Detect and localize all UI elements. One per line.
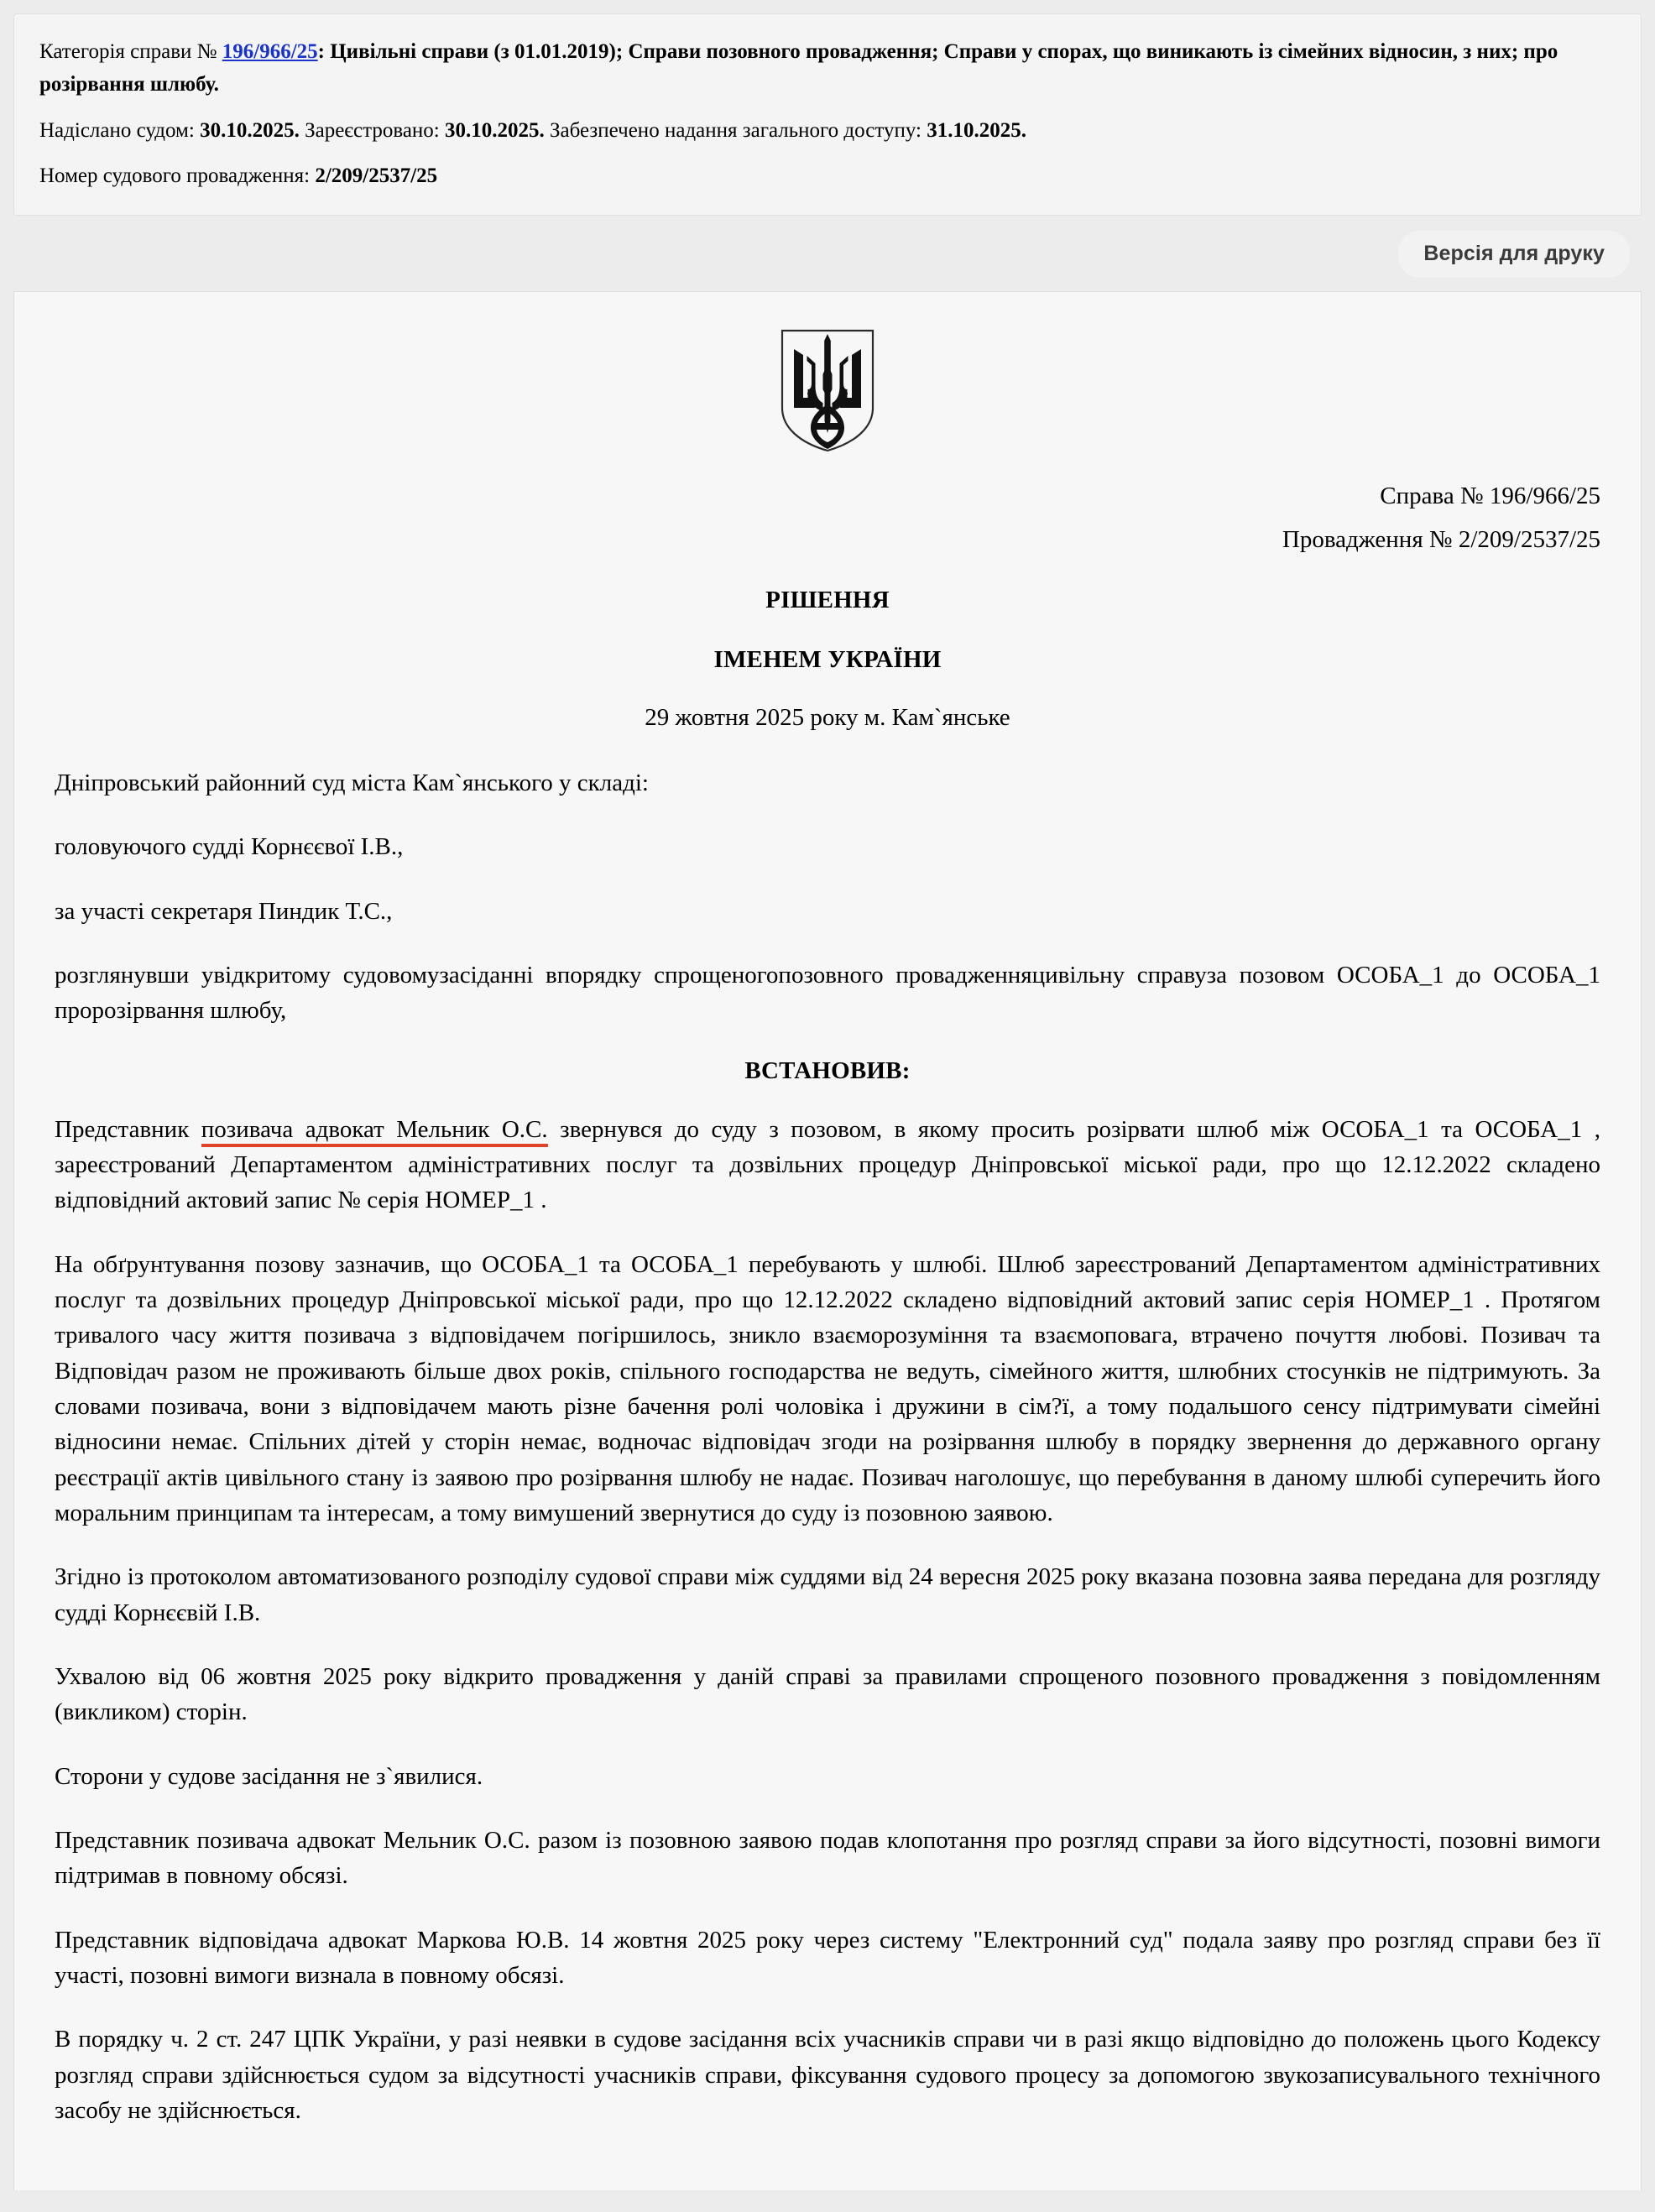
document-proceeding-number: Провадження № 2/209/2537/25	[1282, 525, 1600, 553]
paragraph-claim-prefix: Представник	[55, 1115, 201, 1143]
document-title: РІШЕННЯ	[765, 587, 890, 613]
case-category-description: : Цивільні справи (з 01.01.2019); Справи позовного провадження; Справи у спорах, що виникають із сімейних відносин, з них; про розірвання шлюбу.	[39, 40, 1558, 96]
paragraph-proceedings-opened: Ухвалою від 06 жовтня 2025 року відкрито провадження у даній справі за правилами спрощеного позовного провадження з повідомленням (викликом) сторін.	[55, 1662, 1600, 1726]
case-category-line	[39, 36, 1616, 102]
sent-by-court-date: 30.10.2025.	[200, 118, 300, 142]
proceeding-number-value: 2/209/2537/25	[315, 164, 438, 188]
paragraph-defendant-motion: Представник відповідача адвокат Маркова Ю.В. 14 жовтня 2025 року через систему "Електронний суд" подала заяву про розгляд справи без її участі, позовні вимоги визнала в повному обсязі.	[55, 1926, 1600, 1989]
document-case-number: Справа № 196/966/25	[1380, 483, 1600, 509]
paragraph-case-assignment: Згідно із протоколом автоматизованого розподілу судової справи між суддями від 24 вересня 2025 року вказана позовна заява передана для розгляду судді Корнєєвій І.В.	[55, 1563, 1600, 1626]
annotated-plaintiff-lawyer: позивача адвокат Мельник О.С.	[201, 1116, 548, 1147]
proceeding-number-label: Номер судового провадження:	[39, 164, 316, 188]
paragraph-procedure-cpc-247: В порядку ч. 2 ст. 247 ЦПК України, у разі неявки в судове засідання всіх учасників справи чи в разі якщо відповідно до положень цього Кодексу розгляд справи здійснюється судом за відсутності учасників справи, фіксування судового процесу за допомогою звукозаписувального технічного засобу не здійснюється.	[55, 2026, 1600, 2124]
case-dates-line	[39, 115, 1616, 148]
presiding-judge: головуючого судді Корнєєвої І.В.,	[55, 833, 404, 861]
print-version-button[interactable]: Версія для друку	[1398, 231, 1630, 278]
document-date-place: 29 жовтня 2025 року м. Кам`янське	[645, 704, 1010, 731]
considering-clause: розглянувши увідкритому судовомузасіданні впорядку спрощеногопозовного провадженняцивільну справуза позовом ОСОБА_1 до ОСОБА_1 пророзірвання шлюбу,	[55, 961, 1600, 1025]
page-bottom-spacer	[13, 2190, 1642, 2212]
public-access-date: 31.10.2025.	[927, 118, 1026, 142]
registered-date: 30.10.2025.	[445, 118, 545, 142]
established-heading: ВСТАНОВИВ:	[744, 1056, 911, 1084]
paragraph-plaintiff-motion: Представник позивача адвокат Мельник О.С. разом із позовною заявою подав клопотання про розгляд справи за його відсутності, позовні вимоги підтримав в повному обсязі.	[55, 1826, 1600, 1890]
case-number-link[interactable]: 196/966/25	[222, 40, 318, 63]
document-toolbar	[13, 216, 1642, 291]
document-subtitle: ІМЕНЕМ УКРАЇНИ	[713, 646, 942, 673]
case-metadata-card	[13, 13, 1642, 216]
registered-label: Зареєстровано:	[299, 118, 445, 142]
court-composition: Дніпровський районний суд міста Кам`янського у складі:	[55, 770, 649, 796]
paragraph-claim-summary	[55, 1112, 1600, 1218]
public-access-label: Забезпечено надання загального доступу:	[544, 118, 927, 142]
coat-of-arms-wrapper	[55, 321, 1600, 478]
paragraph-claim-grounds: На обґрунтування позову зазначив, що ОСОБА_1 та ОСОБА_1 перебувають у шлюбі. Шлюб зареєстрований Департаментом адміністративних послуг та дозвільних процедур Дніпровської міської ради, про що 12.12.2022 складено відповідний актовий запис серія НОМЕР_1 . Протягом тривалого часу життя позивача з відповідачем погіршилось, зникло взаєморозуміння та взаємоповага, втрачено почуття любові. Позивач та Відповідач разом не проживають більше двох років, спільного господарства не ведуть, сімейного життя, шлюбних стосунків не підтримують. За словами позивача, вони з відповідачем мають різне бачення ролі чоловіка і дружини в сім?ї, а тому подальшого сенсу підтримувати сімейні відносини немає. Спільних дітей у сторін немає, водночас відповідач згоди на розірвання шлюбу в порядку звернення до державного органу реєстрації актів цивільного стану із заявою про розірвання шлюбу не надає. Позивач наголошує, що перебування в даному шлюбі суперечить його моральним принципам та інтересам, а тому вимушений звернутися до суду із позовною заявою.	[55, 1250, 1600, 1526]
sent-by-court-label: Надіслано судом:	[39, 118, 201, 142]
paragraph-parties-absent: Сторони у судове засідання не з`явилися.	[55, 1762, 483, 1790]
court-secretary: за участі секретаря Пиндик Т.С.,	[55, 897, 393, 925]
case-category-prefix: Категорія справи №	[39, 40, 222, 63]
court-decision-document	[13, 291, 1642, 2190]
paragraph-claim-rest: звернувся до суду з позовом, в якому просить розірвати шлюб між ОСОБА_1 та ОСОБА_1 , зареєстрований Департаментом адміністративних послуг та дозвільних процедур Дніпровської міської ради, про що 12.12.2022 складено відповідний актовий запис № серія НОМЕР_1 .	[55, 1115, 1600, 1214]
ukrainian-coat-of-arms-icon	[777, 327, 878, 453]
proceeding-number-line	[39, 160, 1616, 193]
